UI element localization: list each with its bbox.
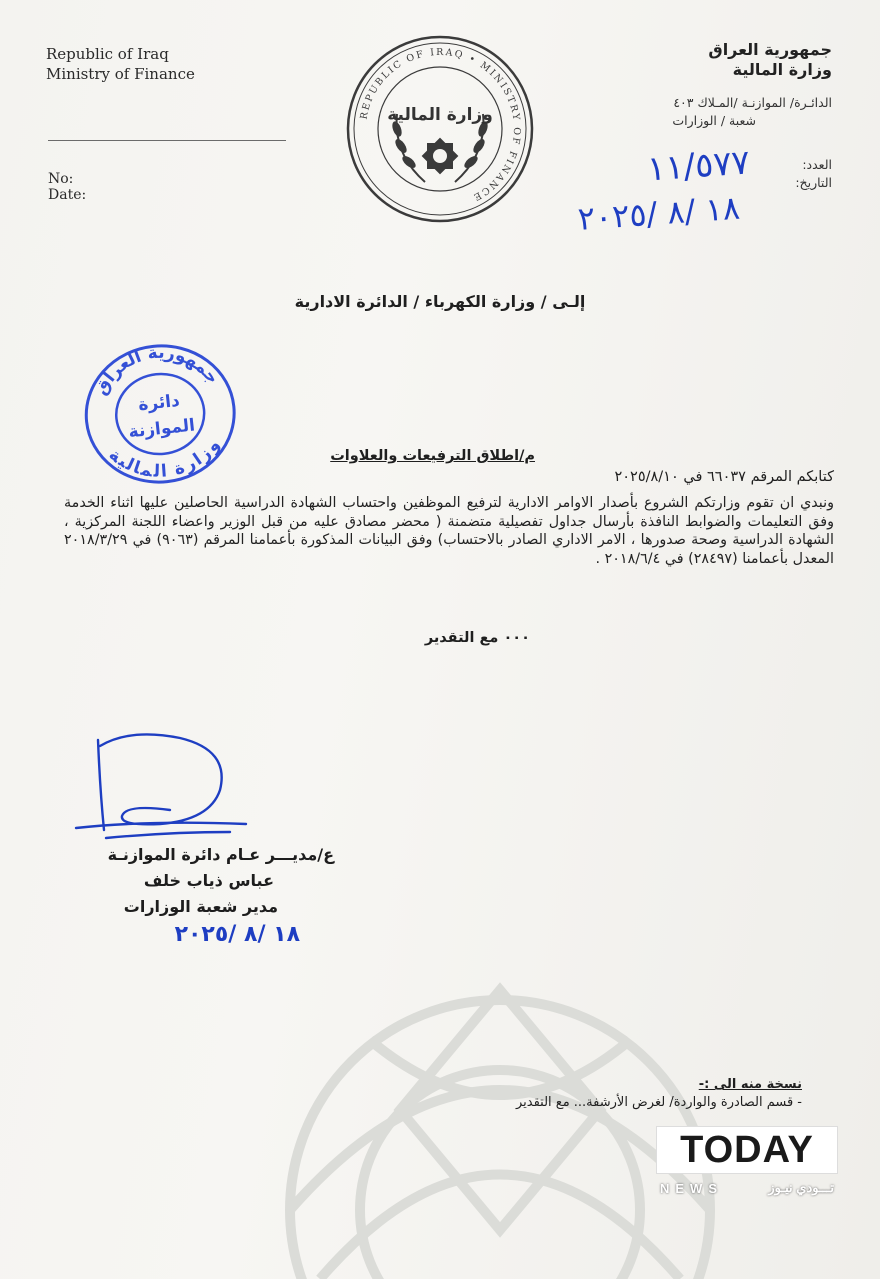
background-ornament (170, 950, 730, 1279)
stamp-outer-bottom: وزارة المالية (104, 435, 225, 482)
svg-text:REPUBLIC OF IRAQ • MINISTRY OF (359, 47, 523, 203)
today-news-watermark (656, 1126, 838, 1198)
header-divider-left (48, 140, 286, 141)
english-number-date (48, 171, 168, 203)
handwritten-date: ١٨ /٨ /٢٠٢٥ (576, 188, 742, 238)
stamp-outer-top: جمهورية العراق (91, 342, 223, 399)
signer-title-line1: ع/مديـــر عـام دائرة الموازنـة (107, 845, 334, 864)
signature-scribble (70, 720, 270, 850)
signature-handwritten-date: ١٨ /٨ /٢٠٢٥ (174, 922, 300, 947)
header-english (46, 44, 306, 84)
english-ministry: Ministry of Finance (46, 65, 195, 83)
copy-to-block (382, 1076, 802, 1112)
arabic-department: الدائـرة/ الموازنـة /المـلاك ٤٠٣ (673, 95, 832, 110)
ministry-seal (345, 34, 535, 224)
letter-closing: ٠٠٠ مع التقدير (424, 630, 530, 646)
copy-to-label: نسخة منه الى :- (698, 1077, 802, 1092)
arabic-division: شعبة / الوزارات (672, 113, 756, 128)
arabic-number-label: العدد: (802, 157, 832, 172)
arabic-department-block (572, 94, 832, 130)
letter-subject: م/اطلاق الترفيعات والعلاوات (330, 448, 535, 464)
english-date-label: Date: (48, 187, 87, 203)
today-logo-text: TODAY (656, 1126, 838, 1174)
english-no-label: No: (48, 171, 74, 187)
signer-name: عباس ذياب خلف (143, 871, 274, 890)
news-arabic: تـــودي نيـوز (768, 1180, 834, 1195)
svg-text:وزارة المالية (103, 434, 227, 486)
letter-recipient: إلـى / وزارة الكهرباء / الدائرة الادارية (294, 292, 586, 311)
signer-title-line2: مدير شعبة الوزارات (123, 897, 278, 916)
news-english: NEWS (660, 1180, 723, 1196)
header-arabic (572, 40, 832, 80)
seal-center-text: وزارة المالية (387, 105, 493, 125)
letter-reference: كتابكم المرقم ٦٦٠٣٧ في ٢٠٢٥/٨/١٠ (614, 469, 834, 485)
arabic-country: جمهورية العراق (708, 40, 832, 59)
english-country: Republic of Iraq (46, 45, 169, 63)
department-stamp (80, 338, 240, 486)
arabic-ministry: وزارة المالية (732, 60, 832, 79)
seal-ring-text: REPUBLIC OF IRAQ • MINISTRY OF FINANCE (358, 46, 523, 204)
copy-to-item: - قسم الصادرة والواردة/ لغرض الأرشفة... مع التقدير (515, 1095, 802, 1110)
signature-block (34, 842, 334, 920)
svg-text:جمهورية العراق (87, 338, 224, 400)
arabic-date-label: التاريخ: (795, 175, 832, 190)
stamp-inner-line1: دائرة (137, 390, 181, 416)
handwritten-number: ١١/٥٧٧ (645, 142, 752, 190)
stamp-inner-line2: الموازنة (127, 415, 196, 443)
letter-body: ونبدي ان تقوم وزارتكم الشروع بأصدار الاوامر الادارية لترفيع الموظفين واحتساب الشهادة الدراسية الحاصلين عليها اثناء الخدمة وفق التعليمات والضوابط النافذة بأرسال جداول تفصيلية متضمنة ( محضر مصادق عليه من قبل الوزير واعضاء اللجنة المركزية ، الشهادة الدراسية وصحة صدورها ، الامر الاداري الصادر بالاحتساب) وفق البيانات المذكورة بأعمامنا المرقم (٩٠٦٣) في ٢٠١٨/٣/٢٩ المعدل بأعمامنا (٢٨٤٩٧) في ٢٠١٨/٦/٤ . (64, 495, 834, 567)
